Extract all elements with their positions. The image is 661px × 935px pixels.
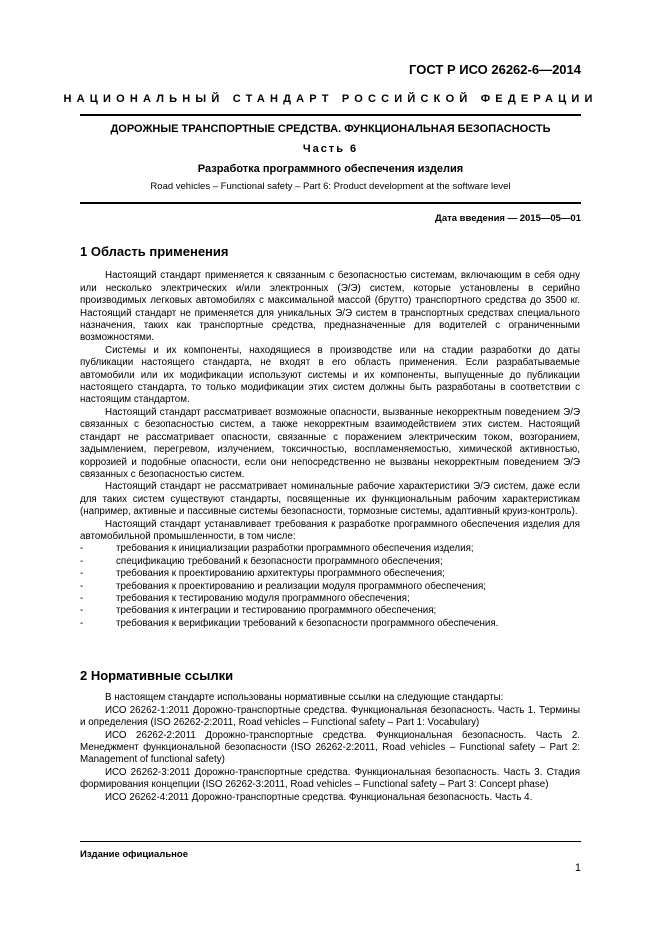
footer-rule [80,841,581,842]
page-number: 1 [574,862,581,874]
section-1-paragraph: Настоящий стандарт не рассматривает номинальные рабочие характеристики Э/Э систем, даже если для таких систем существуют стандарты, посвященные их функциональным рабочим характеристикам (например, активные и пассивные системы безопасности, тормозные системы, адаптивный круиз-контроль). [80,481,580,518]
section-2-paragraph: ИСО 26262-1:2011 Дорожно-транспортные средства. Функциональная безопасность. Часть 1. Термины и определения (ISO 26262-2:2011, Road vehicles – Functional safety – Part 1: Vocabulary) [80,704,580,729]
part-label: Часть 6 [302,143,359,155]
introduction-date: Дата введения — 2015—05—01 [435,213,581,224]
section-1-paragraph: Системы и их компоненты, находящиеся в производстве или на стадии разработки до даты публикации настоящего стандарта, не входят в его область применения. Если разрабатываемые автомобили или их модификации используют системы и их компоненты, выпущенные до публикации настоящего стандарта, то только модификации этих систем должны быть разработаны в соответствии с настоящим стандартом. [80,344,580,406]
top-rule [80,114,581,116]
section-1-paragraph: Настоящий стандарт применяется к связанным с безопасностью системам, включающим в себя одну или несколько электрических и/или электронных (Э/Э) систем, которые установлены в серийно производимых легковых автомобилях с максимальной массой (брутто) транспортного средства до 3500 кг. Настоящий стандарт не применяется для уникальных Э/Э систем в транспортных средствах специального назначения, таких как транспортные средства, предназначенные для водителей с ограниченными возможностями. [80,270,580,344]
section-2-paragraph: ИСО 26262-3:2011 Дорожно-транспортные средства. Функциональная безопасность. Часть 3. Стадия формирования концепции (ISO 26262-3:2011, Road vehicles – Functional safety – Part 3: Concept phase) [80,766,580,791]
list-item: - требования к тестированию модуля программного обеспечения; [80,592,410,604]
list-item: - требования к проектированию и реализации модуля программного обеспечения; [80,580,486,592]
list-item: - требования к проектированию архитектуры программного обеспечения; [80,568,445,580]
title-rule [80,202,581,204]
requirements-list [80,543,580,630]
list-item: - требования к верификации требований к безопасности программного обеспечения. [80,617,499,629]
document-number: ГОСТ Р ИСО 26262-6—2014 [409,62,581,77]
list-item: - требования к интеграции и тестированию программного обеспечения; [80,605,437,617]
section-2-paragraph: ИСО 26262-4:2011 Дорожно-транспортные средства. Функциональная безопасность. Часть 4. [105,791,533,803]
section-2-paragraph: ИСО 26262-2:2011 Дорожно-транспортные средства. Функциональная безопасность. Часть 2. Менеджмент функциональной безопасности (ISO 26262-2:2011, Road vehicles – Functional safety – Part 2: Management of functional safety) [80,729,580,766]
national-standard-banner: НАЦИОНАЛЬНЫЙ СТАНДАРТ РОССИЙСКОЙ ФЕДЕРАЦИИ [63,93,598,105]
section-1-paragraph: Настоящий стандарт рассматривает возможные опасности, вызванные некорректным поведением Э/Э связанных с безопасностью систем, а также некорректным взаимодействием этих систем. Настоящий стандарт не рассматривает опасности, связанные с поражением электрическим током, возгоранием, задымлением, перегревом, излучением, токсичностью, воспламеняемостью, химической активностью, коррозией и подобные опасности, если они непосредственно не вызваны некорректным поведением Э/Э связанных с безопасностью систем. [80,406,580,480]
section-2 [80,670,580,804]
list-item: - требования к инициализации разработки программного обеспечения изделия; [80,543,474,555]
edition-label: Издание официальное [80,849,188,860]
list-item: - спецификацию требований к безопасности программного обеспечения; [80,555,443,567]
part-subtitle: Разработка программного обеспечения изделия [197,163,464,175]
section-1 [80,246,580,630]
english-title: Road vehicles – Functional safety – Part 6: Product development at the software level [150,181,511,192]
section-1-paragraph: Настоящий стандарт устанавливает требования к разработке программного обеспечения изделия для автомобильной промышленности, в том числе: [80,518,580,542]
section-1-heading: 1 Область применения [80,244,229,259]
standard-title: ДОРОЖНЫЕ ТРАНСПОРТНЫЕ СРЕДСТВА. ФУНКЦИОНАЛЬНАЯ БЕЗОПАСНОСТЬ [110,123,551,135]
section-2-heading: 2 Нормативные ссылки [80,668,234,683]
section-2-paragraph: В настоящем стандарте использованы нормативные ссылки на следующие стандарты: [105,692,504,704]
